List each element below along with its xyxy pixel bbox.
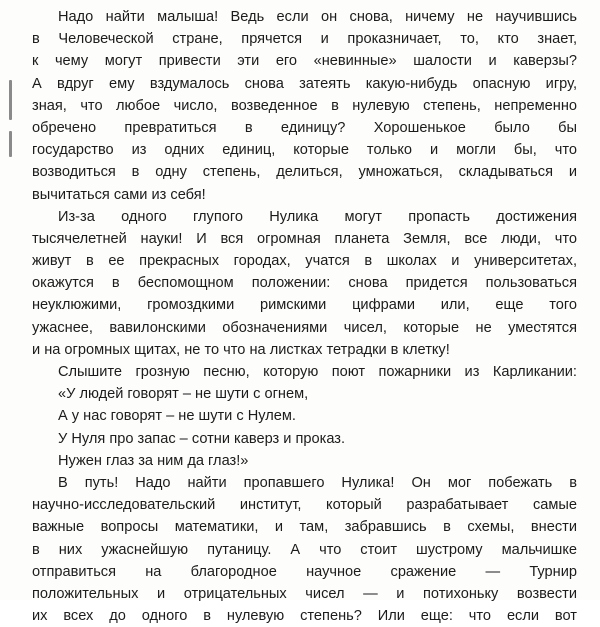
text-line: их всех до одного в нулевую степень? Или еще: что если вот <box>32 608 577 625</box>
text-line: ужаснее, вавилонскими обозначениями чисел, которые не уместятся <box>32 319 577 336</box>
text-line: Надо найти малыша! Ведь если он снова, ничему не научившись <box>58 9 577 25</box>
text-line: к чему могут привести эти его «невинные» шалости и каверзы? <box>32 53 577 70</box>
paragraph-3 <box>32 361 577 383</box>
text-line: в них ужаснейшую путаницу. А что стоит шустрому мальчишке <box>32 541 577 558</box>
text-line: научно-исследовательский институт, который разрабатывает самые <box>32 497 577 514</box>
text-line: окажутся в беспомощном положении: снова придется пользоваться <box>32 275 577 292</box>
text-line: тысячелетней науки! И вся огромная планета Земля, все люди, что <box>32 230 577 247</box>
text-line: Из-за одного глупого Нулика могут пропасть достижения <box>58 208 577 225</box>
text-line: обречено превратиться в единицу? Хорошенькое было бы <box>32 119 577 136</box>
text-line: В путь! Надо найти пропавшего Нулика! Он мог побежать в <box>58 474 577 491</box>
text-line: в Человеческой стране, прячется и проказничает, то, кто знает, <box>32 31 577 48</box>
text-line: и на огромных щитах, не то что на листках тетрадки в клетку! <box>32 341 450 358</box>
text-line: живут в ее прекрасных городах, учатся в школах и университетах, <box>32 253 577 270</box>
text-line: важные вопросы математики, и там, забравшись в схемы, внести <box>32 519 577 536</box>
paragraph-1 <box>32 6 577 206</box>
paragraph-5 <box>32 472 577 627</box>
text-line: положительных и отрицательных чисел — и потихоньку возвести <box>32 585 577 602</box>
binding-mark <box>9 80 12 120</box>
text-line: Слышите грозную песню, которую поют пожарники из Карликании: <box>58 364 577 380</box>
text-line: А вдруг ему вздумалось снова затеять какую-нибудь опасную игру, <box>32 75 577 92</box>
text-line: вычитаться сами из себя! <box>32 186 206 203</box>
verse-line: Нужен глаз за ним да глаз!» <box>58 452 249 469</box>
text-line: отправиться на благородное научное сражение — Турнир <box>32 563 577 580</box>
body-text <box>32 6 577 627</box>
text-line: государство из одних единиц, которые только и могли бы, что <box>32 142 577 159</box>
text-line: неуклюжими, громоздкими римскими цифрами или, еще того <box>32 297 577 314</box>
binding-mark <box>9 131 12 157</box>
verse-line: «У людей говорят – не шути с огнем, <box>58 386 309 403</box>
text-line: зная, что любое число, возведенное в нулевую степень, непременно <box>32 97 577 114</box>
text-line: возводиться в одну степень, делиться, умножаться, складываться и <box>32 164 577 181</box>
paragraph-2 <box>32 206 577 361</box>
song-verse <box>32 383 577 472</box>
verse-line: У Нуля про запас – сотни каверз и проказ. <box>58 430 346 447</box>
verse-line: А у нас говорят – не шути с Нулем. <box>58 408 296 425</box>
